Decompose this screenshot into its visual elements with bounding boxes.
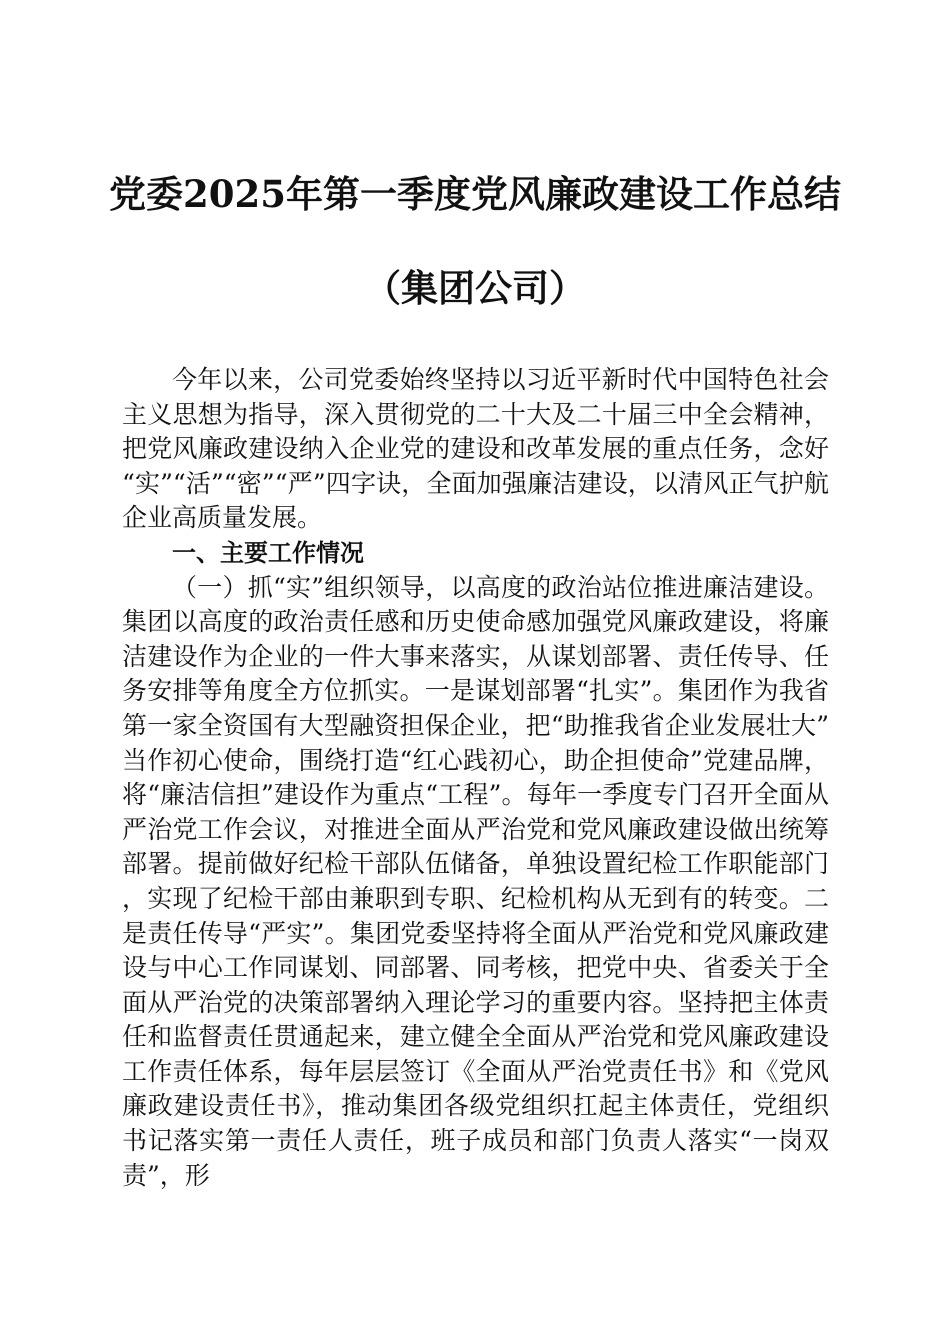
document-subtitle: （集团公司） xyxy=(364,266,586,310)
document-body xyxy=(122,363,829,1193)
document-title: 党委2025年第一季度党风廉政建设工作总结 xyxy=(109,172,841,216)
intro-paragraph: 今年以来，公司党委始终坚持以习近平新时代中国特色社会主义思想为指导，深入贯彻党的二十大及二十届三中全会精神，把党风廉政建设纳入企业党的建设和改革发展的重点任务，念好“实”“活”“密”“严”四字诀，全面加强廉洁建设，以清风正气护航企业高质量发展。 xyxy=(122,365,829,533)
section-heading: 一、主要工作情况 xyxy=(172,538,364,567)
section-paragraph: （一）抓“实”组织领导，以高度的政治站位推进廉洁建设。集团以高度的政治责任感和历史使命感加强党风廉政建设，将廉洁建设作为企业的一件大事来落实，从谋划部署、责任传导、任务安排等角度全方位抓实。一是谋划部署“扎实”。集团作为我省第一家全资国有大型融资担保企业，把“助推我省企业发展壮大”当作初心使命，围绕打造“红心践初心，助企担使命”党建品牌，将“廉洁信担”建设作为重点“工程”。每年一季度专门召开全面从严治党工作会议，对推进全面从严治党和党风廉政建设做出统筹部署。提前做好纪检干部队伍储备，单独设置纪检工作职能部门，实现了纪检干部由兼职到专职、纪检机构从无到有的转变。二是责任传导“严实”。集团党委坚持将全面从严治党和党风廉政建设与中心工作同谋划、同部署、同考核，把党中央、省委关于全面从严治党的决策部署纳入理论学习的重要内容。坚持把主体责任和监督责任贯通起来，建立健全全面从严治党和党风廉政建设工作责任体系，每年层层签订《全面从严治党责任书》和《党风廉政建设责任书》，推动集团各级党组织扛起主体责任，党组织书记落实第一责任人责任，班子成员和部门负责人落实“一岗双责”，形 xyxy=(122,572,829,1190)
